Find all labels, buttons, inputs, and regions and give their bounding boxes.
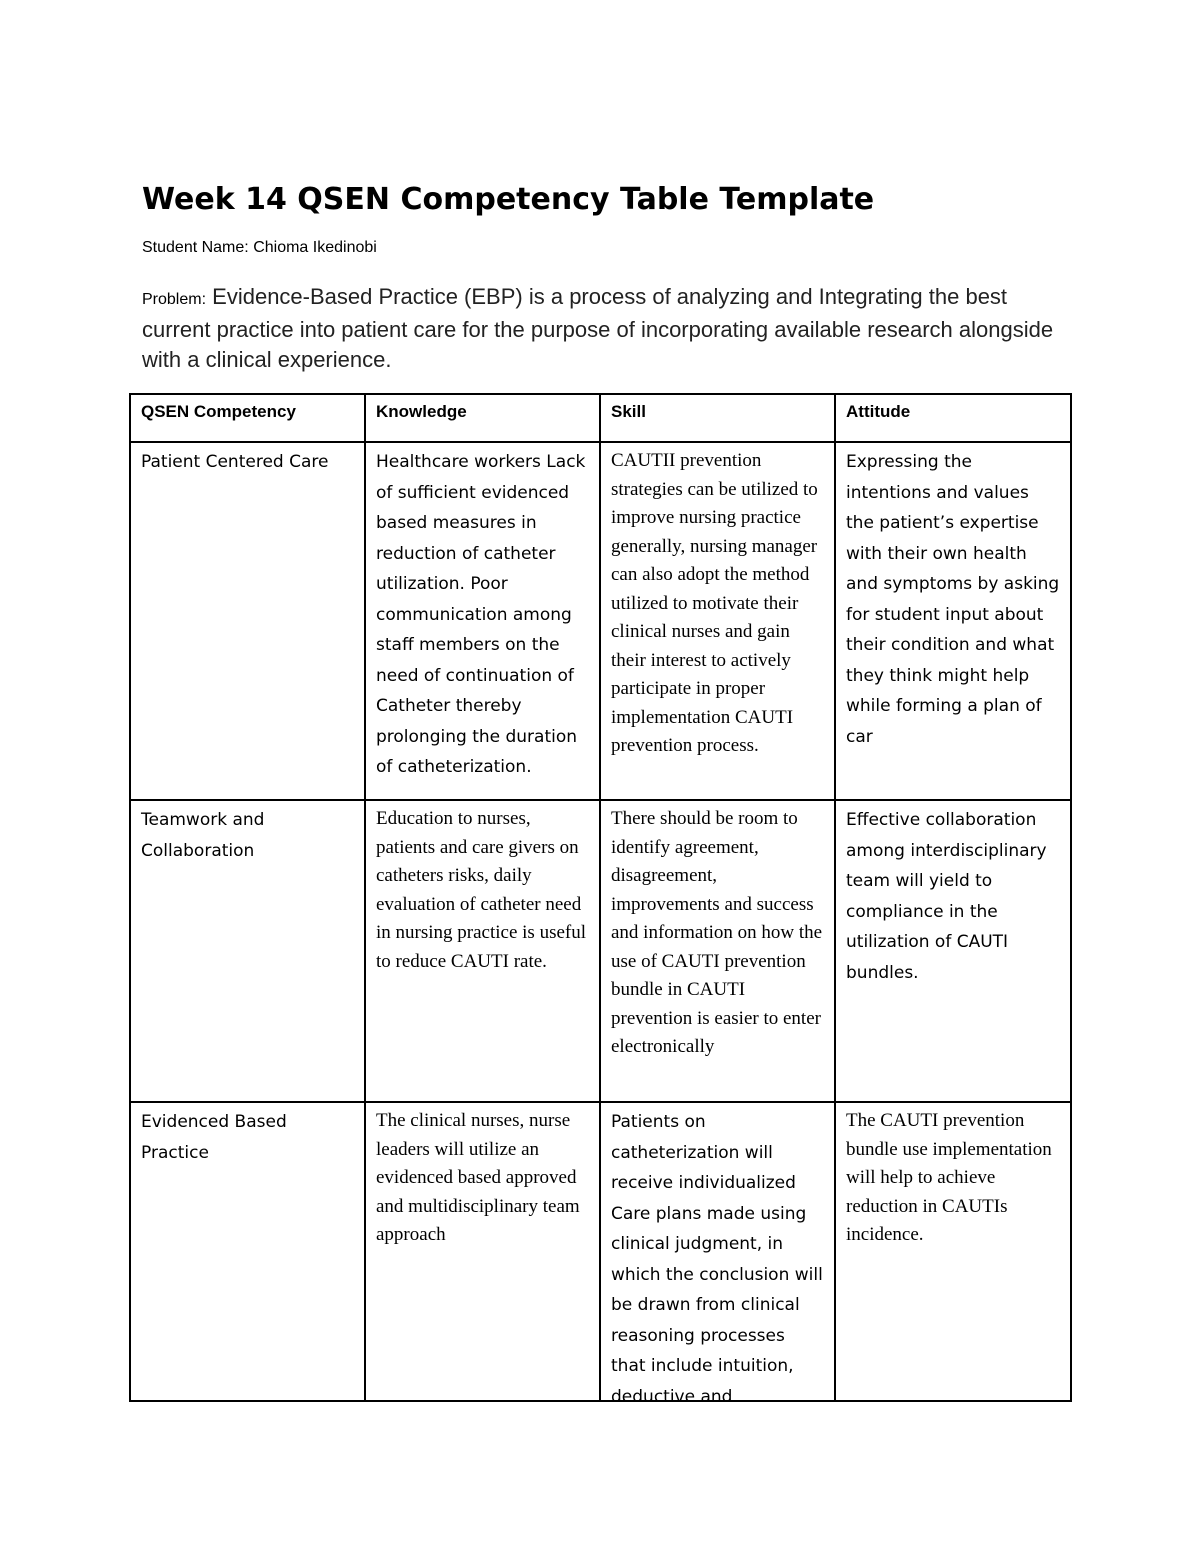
header-qsen-competency: QSEN Competency bbox=[130, 394, 365, 442]
cell-text: Evidenced Based Practice bbox=[141, 1112, 287, 1163]
cell-knowledge: Healthcare workers Lack of sufficient evidenced based measures in reduction of catheter utilization. Poor communication among staff members on the need of continuation of Catheter thereby prolonging the duration of catheterization. bbox=[365, 442, 600, 800]
cell-skill bbox=[600, 1102, 835, 1407]
header-knowledge: Knowledge bbox=[365, 394, 600, 442]
cell-text: Patients on catheterization will receive individualized Care plans made using clinical judgment, in which the conclusion will be drawn from clinical reasoning processes that include intuition, deductive and bbox=[611, 1112, 823, 1407]
table-row bbox=[130, 800, 1071, 1102]
cell-attitude: Effective collaboration among interdisciplinary team will yield to compliance in the utilization of CAUTI bundles. bbox=[835, 800, 1071, 1102]
student-name-line bbox=[142, 236, 377, 260]
cell-knowledge: Education to nurses, patients and care givers on catheters risks, daily evaluation of catheter need in nursing practice is useful to reduce CAUTI rate. bbox=[365, 800, 600, 1102]
student-name-value: Chioma Ikedinobi bbox=[253, 239, 377, 256]
student-name-label: Student Name: bbox=[142, 239, 249, 256]
cell-text: The clinical nurses, nurse leaders will utilize an evidenced based approved and multidisciplinary team approach bbox=[376, 1110, 580, 1245]
cell-knowledge bbox=[365, 1102, 600, 1401]
header-skill: Skill bbox=[600, 394, 835, 442]
table-row bbox=[130, 1102, 1071, 1401]
table-row bbox=[130, 442, 1071, 800]
problem-label: Problem: bbox=[142, 291, 207, 308]
cell-attitude bbox=[835, 1102, 1071, 1401]
cell-text: The CAUTI prevention bundle use implementation will help to achieve reduction in CAUTIs incidence. bbox=[846, 1110, 1052, 1245]
qsen-competency-table bbox=[129, 393, 1072, 1407]
cell-competency: Teamwork and Collaboration bbox=[130, 800, 365, 1102]
cell-attitude: Expressing the intentions and values the patient’s expertise with their own health and symptoms by asking for student input about their condition and what they think might help while forming a plan of car bbox=[835, 442, 1071, 800]
cell-skill: There should be room to identify agreement, disagreement, improvements and success and information on how the use of CAUTI prevention bundle in CAUTI prevention is easier to enter electronically bbox=[600, 800, 835, 1102]
cell-competency bbox=[130, 1102, 365, 1401]
cell-competency: Patient Centered Care bbox=[130, 442, 365, 800]
header-attitude: Attitude bbox=[835, 394, 1071, 442]
page-title: Week 14 QSEN Competency Table Template bbox=[142, 182, 875, 217]
problem-statement bbox=[142, 282, 1072, 375]
problem-text: Evidence-Based Practice (EBP) is a process of analyzing and Integrating the best current practice into patient care for the purpose of incorporating available research alongside with a clinical experience. bbox=[142, 284, 1054, 372]
table-header-row bbox=[130, 394, 1071, 442]
cell-skill: CAUTII prevention strategies can be utilized to improve nursing practice generally, nursing manager can also adopt the method utilized to motivate their clinical nurses and gain their interest to actively participate in proper implementation CAUTI prevention process. bbox=[600, 442, 835, 800]
